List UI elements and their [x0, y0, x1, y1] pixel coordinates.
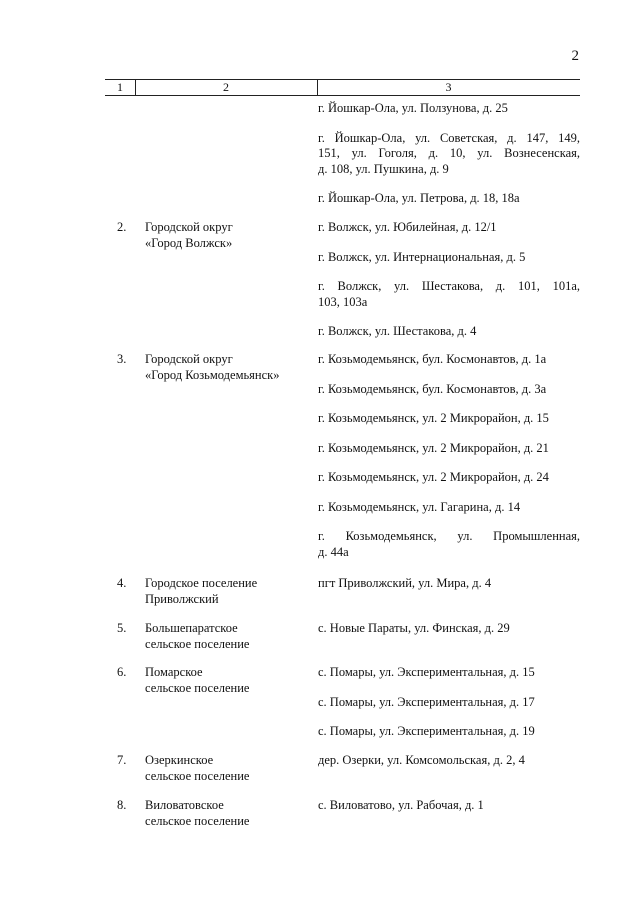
address-entry	[318, 441, 580, 457]
address-line: г. Козьмодемьянск, ул. 2 Микрорайон, д. 24	[318, 470, 549, 484]
address-line: г. Козьмодемьянск, ул. Промышленная,	[318, 529, 580, 543]
address-line: г. Волжск, ул. Интернациональная, д. 5	[318, 249, 526, 264]
municipality-name-line: сельское поселение	[145, 636, 250, 651]
address-line: 151, ул. Гоголя, д. 10, ул. Вознесенская,	[318, 146, 580, 160]
municipality-name	[145, 621, 305, 652]
address-line: г. Козьмодемьянск, ул. 2 Микрорайон, д. 15	[318, 411, 549, 425]
header-col-3: 3	[445, 80, 452, 94]
address-line: пгт Приволжский, ул. Мира, д. 4	[318, 576, 492, 590]
address-entry	[318, 621, 580, 637]
address-line: д. 44а	[318, 544, 349, 559]
municipality-name	[145, 665, 305, 696]
row-number: 8.	[117, 798, 127, 812]
address-line: с. Помары, ул. Экспериментальная, д. 17	[318, 694, 535, 709]
address-line: д. 108, ул. Пушкина, д. 9	[318, 161, 449, 176]
municipality-name-line: «Город Козьмодемьянск»	[145, 367, 280, 382]
municipality-name-line: сельское поселение	[145, 813, 250, 828]
address-entry	[318, 411, 580, 427]
address-line: с. Помары, ул. Экспериментальная, д. 19	[318, 724, 535, 738]
address-entry	[318, 131, 580, 178]
row-number: 5.	[117, 621, 127, 635]
address-line: г. Козьмодемьянск, бул. Космонавтов, д. 1а	[318, 352, 547, 366]
address-line: с. Новые Параты, ул. Финская, д. 29	[318, 621, 510, 635]
address-entry	[318, 500, 580, 516]
address-entry	[318, 724, 580, 740]
page-number: 2	[571, 48, 579, 64]
address-line: г. Козьмодемьянск, ул. 2 Микрорайон, д. 21	[318, 440, 549, 455]
municipality-name	[145, 576, 305, 607]
address-line: дер. Озерки, ул. Комсомольская, д. 2, 4	[318, 753, 525, 767]
address-line: с. Виловатово, ул. Рабочая, д. 1	[318, 798, 484, 812]
municipality-name	[145, 753, 305, 784]
address-entry	[318, 191, 580, 207]
row-number: 7.	[117, 753, 127, 767]
address-entry	[318, 250, 580, 266]
address-line: г. Волжск, ул. Шестакова, д. 4	[318, 324, 477, 338]
address-line: г. Козьмодемьянск, бул. Космонавтов, д. 3а	[318, 381, 547, 396]
address-list	[318, 576, 580, 606]
address-line: 103, 103а	[318, 294, 368, 309]
address-line: с. Помары, ул. Экспериментальная, д. 15	[318, 665, 535, 679]
address-list	[318, 621, 580, 651]
address-entry	[318, 279, 580, 310]
address-entry	[318, 470, 580, 486]
table-header	[105, 79, 580, 96]
address-entry	[318, 798, 580, 814]
address-list	[318, 101, 580, 221]
address-entry	[318, 101, 580, 117]
municipality-name-line: Городской округ	[145, 352, 233, 366]
address-list	[318, 220, 580, 354]
address-line: г. Козьмодемьянск, ул. Гагарина, д. 14	[318, 499, 521, 514]
municipality-name-line: сельское поселение	[145, 768, 250, 783]
address-list	[318, 352, 580, 574]
address-line: г. Йошкар-Ола, ул. Петрова, д. 18, 18а	[318, 191, 520, 205]
address-entry	[318, 576, 580, 592]
address-entry	[318, 753, 580, 769]
address-entry	[318, 352, 580, 368]
address-entry	[318, 382, 580, 398]
address-list	[318, 798, 580, 828]
address-entry	[318, 529, 580, 560]
municipality-name-line: Озеркинское	[145, 753, 214, 767]
municipality-name-line: Большепаратское	[145, 621, 238, 635]
municipality-name	[145, 220, 305, 251]
municipality-name-line: Городское поселение	[145, 576, 258, 590]
row-number: 3.	[117, 352, 127, 366]
municipality-name-line: Виловатовское	[145, 798, 224, 812]
municipality-name-line: Городской округ	[145, 220, 233, 234]
address-line: г. Волжск, ул. Юбилейная, д. 12/1	[318, 220, 497, 234]
header-col-2: 2	[135, 80, 318, 95]
municipality-name-line: «Город Волжск»	[145, 235, 233, 250]
address-line: г. Йошкар-Ола, ул. Советская, д. 147, 149,	[318, 130, 580, 145]
address-entry	[318, 324, 580, 340]
municipality-name	[145, 352, 305, 383]
header-col-1: 1	[105, 80, 136, 95]
address-list	[318, 753, 580, 783]
municipality-name-line: Приволжский	[145, 591, 219, 606]
address-line: г. Волжск, ул. Шестакова, д. 101, 101а,	[318, 279, 580, 293]
municipality-name-line: сельское поселение	[145, 680, 250, 695]
address-entry	[318, 665, 580, 681]
municipality-name-line: Помарское	[145, 665, 203, 679]
row-number: 4.	[117, 576, 127, 590]
address-line: г. Йошкар-Ола, ул. Ползунова, д. 25	[318, 101, 508, 115]
row-number: 6.	[117, 665, 127, 679]
address-entry	[318, 220, 580, 236]
municipality-name	[145, 798, 305, 829]
row-number: 2.	[117, 220, 127, 234]
address-entry	[318, 695, 580, 711]
address-list	[318, 665, 580, 754]
